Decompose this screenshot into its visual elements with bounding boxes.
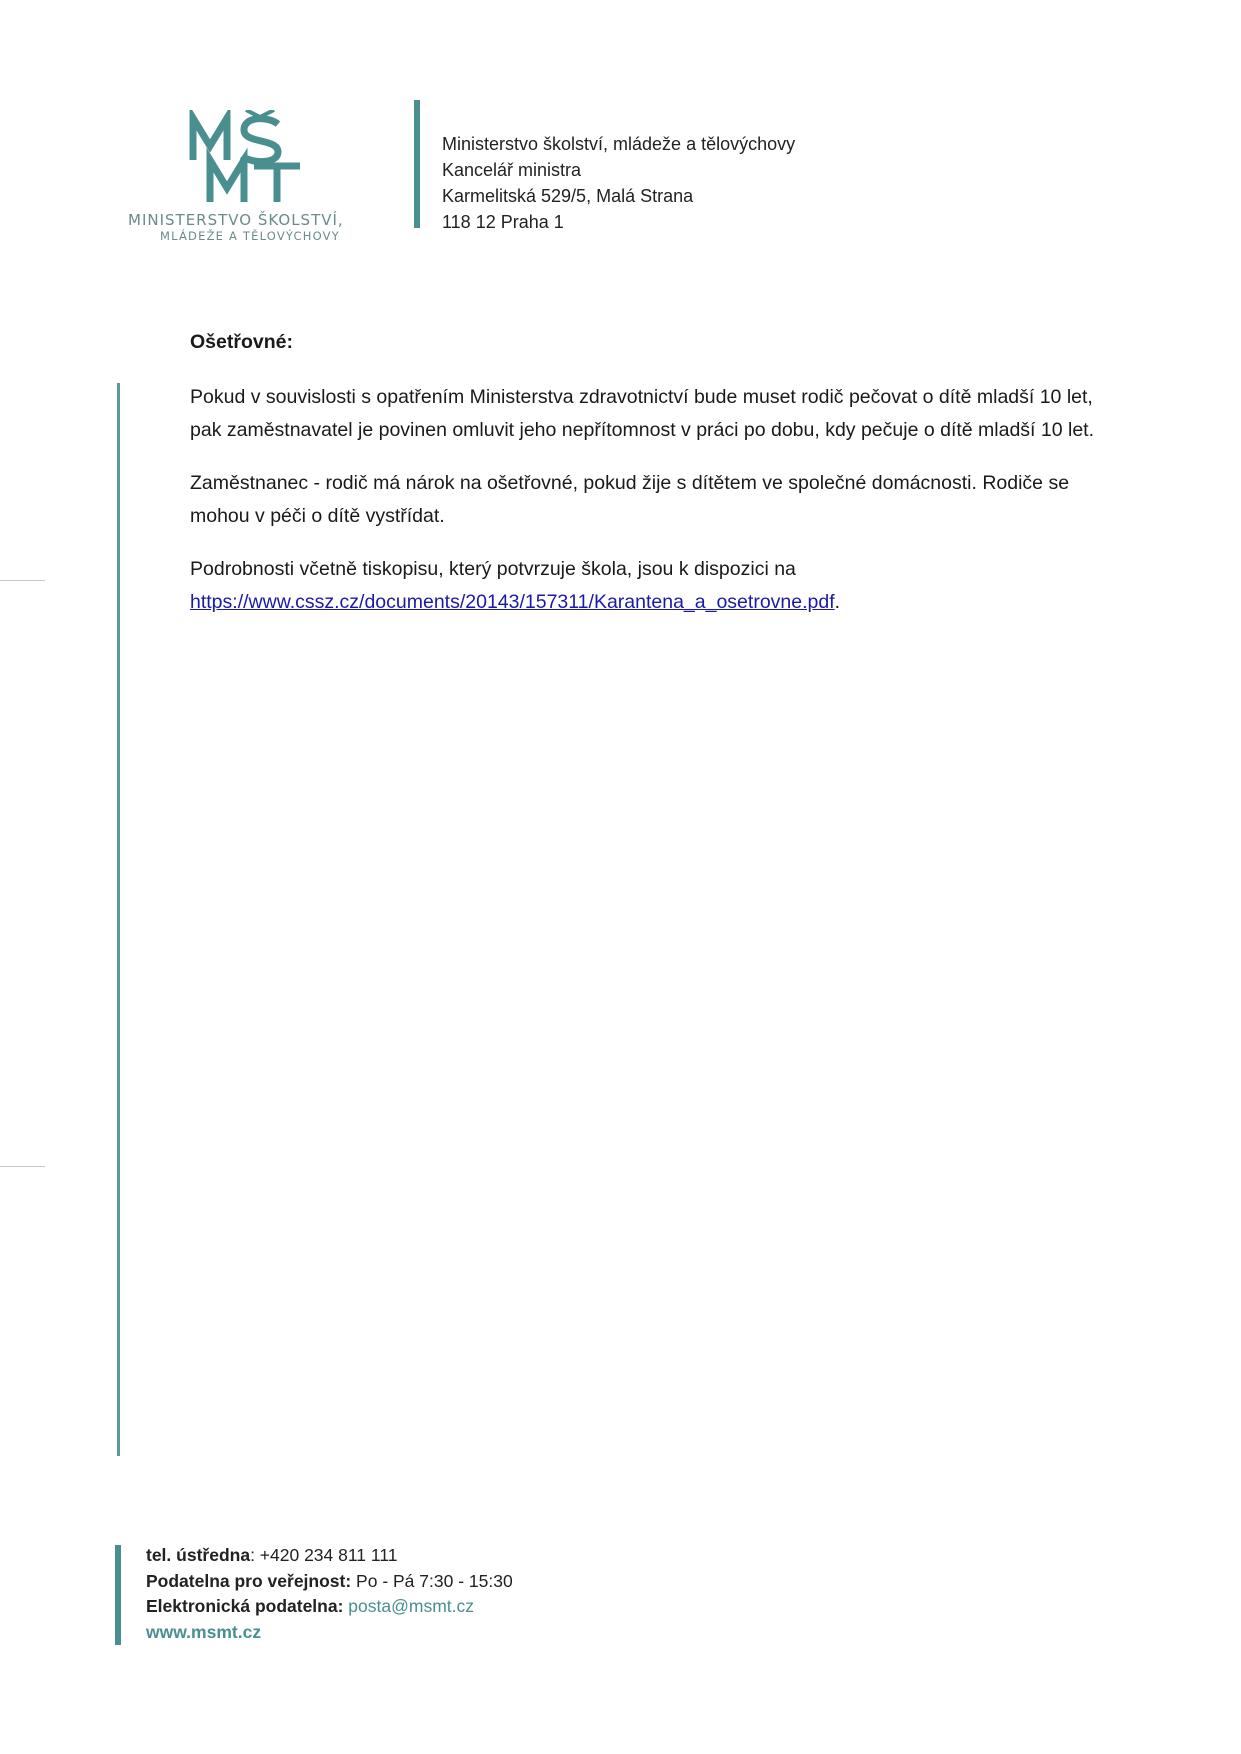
footer-phone-value: : +420 234 811 111 bbox=[250, 1545, 398, 1565]
paragraph-2: Zaměstnanec - rodič má nárok na ošetřovné, pokud žije s dítětem ve společné domácnosti. Rodiče se mohou v péči o dítě vystřídat. bbox=[190, 472, 1070, 527]
footer-website bbox=[146, 1620, 513, 1646]
paragraph-1: Pokud v souvislosti s opatřením Ministerstva zdravotnictví bude muset rodič pečovat o dítě mladší 10 let, pak zaměstnavatel je povinen omluvit jeho nepřítomnost v práci po dobu, kdy pečuje o dítě mladší 10 let. bbox=[190, 386, 1095, 441]
msmt-logo bbox=[128, 110, 393, 240]
fold-mark-top bbox=[0, 580, 45, 581]
address-line-street: Karmelitská 529/5, Malá Strana bbox=[442, 186, 694, 206]
address-line-ministry: Ministerstvo školství, mládeže a tělovýchovy bbox=[442, 134, 796, 154]
sender-address bbox=[442, 131, 795, 235]
link-period: . bbox=[834, 591, 841, 613]
footer-email-link[interactable]: posta@msmt.cz bbox=[348, 1596, 475, 1616]
letter-body bbox=[190, 326, 1110, 639]
address-line-office: Kancelář ministra bbox=[442, 160, 582, 180]
paragraph-3 bbox=[190, 553, 1110, 619]
footer-office-label: Podatelna pro veřejnost: bbox=[146, 1570, 352, 1591]
section-heading: Ošetřovné: bbox=[190, 331, 293, 353]
logo-text-line2: MLÁDEŽE A TĚLOVÝCHOVY bbox=[160, 229, 340, 240]
header-divider bbox=[414, 100, 420, 228]
paragraph-3-text: Podrobnosti včetně tiskopisu, který potvrzuje škola, jsou k dispozici na bbox=[190, 558, 796, 580]
address-line-city: 118 12 Praha 1 bbox=[442, 212, 564, 232]
msmt-logo-graphic bbox=[128, 110, 393, 240]
footer-epodatelna bbox=[146, 1594, 513, 1620]
footer-website-link[interactable]: www.msmt.cz bbox=[146, 1621, 262, 1642]
left-margin-line bbox=[117, 383, 120, 1456]
fold-mark-bottom bbox=[0, 1166, 45, 1167]
footer-phone-label: tel. ústředna bbox=[146, 1545, 251, 1565]
footer-epodatelna-label: Elektronická podatelna: bbox=[146, 1596, 344, 1616]
logo-text-line1: MINISTERSTVO ŠKOLSTVÍ, bbox=[128, 211, 344, 229]
footer-office-hours bbox=[146, 1569, 513, 1595]
footer-contacts bbox=[146, 1543, 513, 1645]
footer-divider bbox=[115, 1545, 121, 1645]
footer-office-value: Po - Pá 7:30 - 15:30 bbox=[351, 1570, 513, 1591]
footer-phone bbox=[146, 1543, 513, 1569]
cssz-document-link[interactable]: https://www.cssz.cz/documents/20143/157311/Karantena_a_osetrovne.pdf bbox=[190, 591, 835, 613]
